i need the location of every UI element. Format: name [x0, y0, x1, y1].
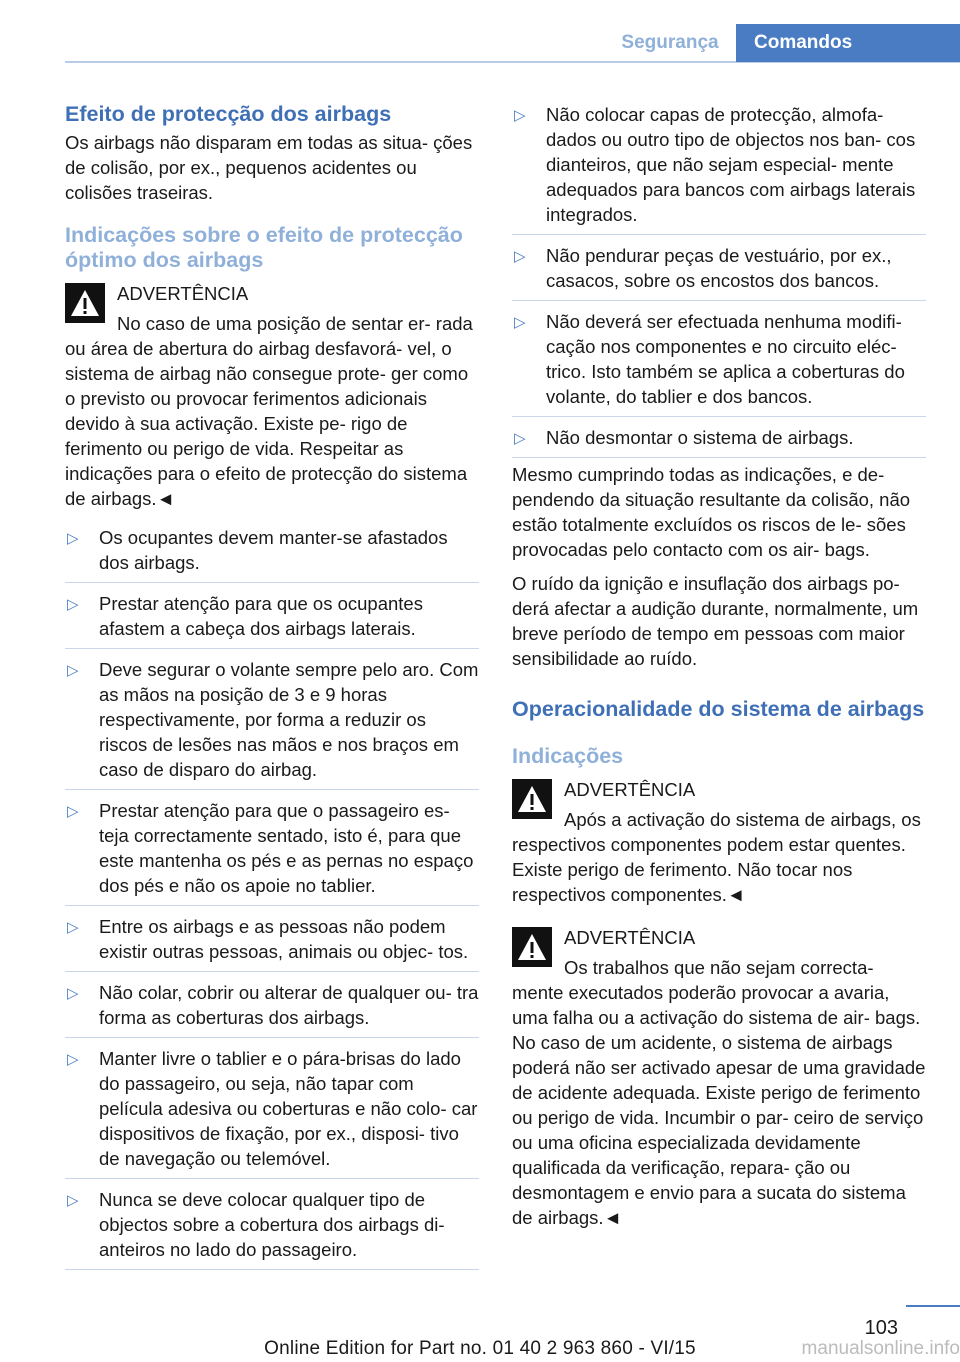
- watermark: manualsonline.info: [801, 1338, 960, 1359]
- triangle-bullet-icon: ▷: [67, 985, 79, 1002]
- warning-text: Após a activação do sistema de airbags, os respectivos componentes podem estar quentes. Existe perigo de ferimento. Não tocar nos respectivos componentes.◄: [512, 809, 921, 905]
- warning-icon: [512, 927, 552, 967]
- bullet-list: [512, 102, 926, 458]
- footer-rule: [906, 1305, 960, 1307]
- list-item: ▷ Deve segurar o volante sempre pelo aro. Com as mãos na posição de 3 e 9 horas respectivamente, por forma a reduzir os riscos de lesões nas mãos e nos braços em caso de disparo do airbag.: [65, 657, 479, 790]
- section-heading-operability: Operacionalidade do sistema de airbags: [512, 697, 925, 721]
- list-item: ▷ Não colar, cobrir ou alterar de qualquer ou- tra forma as coberturas dos airbags.: [65, 980, 479, 1038]
- warning-icon: [512, 779, 552, 819]
- warning-block: [65, 281, 479, 511]
- left-column: [65, 102, 479, 1270]
- paragraph: O ruído da ignição e insuflação dos airbags po- derá afectar a audição durante, normalmente, um breve período de tempo em pessoas com maior sensibilidade ao ruído.: [512, 573, 919, 669]
- warning-title: ADVERTÊNCIA: [564, 779, 696, 800]
- subheading-optimal-effect: Indicações sobre o efeito de protecção óptimo dos airbags: [65, 223, 463, 272]
- list-item: ▷ Os ocupantes devem manter-se afastados dos airbags.: [65, 525, 479, 583]
- warning-icon: [65, 283, 105, 323]
- triangle-bullet-icon: ▷: [514, 314, 526, 331]
- paragraph: Mesmo cumprindo todas as indicações, e de- pendendo da situação resultante da colisão, não estão totalmente excluídos os riscos de le- sões provocadas pelo contacto com os air- bags.: [512, 464, 911, 560]
- triangle-bullet-icon: ▷: [514, 430, 526, 447]
- list-item: ▷ Não colocar capas de protecção, almofa- dados ou outro tipo de objectos nos ban- cos dianteiros, que não sejam especial- mente adequados para bancos com airbags laterais integrados.: [512, 102, 926, 235]
- triangle-bullet-icon: ▷: [67, 919, 79, 936]
- triangle-bullet-icon: ▷: [67, 662, 79, 679]
- triangle-bullet-icon: ▷: [67, 596, 79, 613]
- list-item: ▷ Manter livre o tablier e o pára-brisas do lado do passageiro, ou seja, não tapar com película adesiva ou coberturas e não colo- car dispositivos de fixação, por ex., disposi- tivo de navegação ou telemóvel.: [65, 1046, 479, 1179]
- list-item: ▷ Prestar atenção para que o passageiro es- teja correctamente sentado, isto é, para que este mantenha os pés e as pernas no espaço dos pés e não os apoie no tablier.: [65, 798, 479, 906]
- triangle-bullet-icon: ▷: [67, 803, 79, 820]
- warning-title: ADVERTÊNCIA: [564, 927, 696, 948]
- page-number: 103: [864, 1317, 898, 1339]
- list-item: ▷ Nunca se deve colocar qualquer tipo de objectos sobre a cobertura dos airbags di- anteiros no lado do passageiro.: [65, 1187, 479, 1270]
- warning-text: No caso de uma posição de sentar er- rada ou área de abertura do airbag desfavorá- vel, o sistema de airbag não consegue prote- ger como o previsto ou provocar ferimentos adicionais devido à sua activação. Existe pe- rigo de ferimento ou perigo de vida. Respeitar as indicações para o efeito de protecção do sistema de airbags.◄: [65, 313, 473, 509]
- list-item: ▷ Não deverá ser efectuada nenhuma modifi- cação nos componentes e no circuito eléc- trico. Isto também se aplica a coberturas do volante, do tablier e dos bancos.: [512, 309, 926, 417]
- footer-edition: Online Edition for Part no. 01 40 2 963 860 - VI/15: [264, 1338, 696, 1359]
- section-heading-airbag-effect: Efeito de protecção dos airbags: [65, 102, 392, 126]
- triangle-bullet-icon: ▷: [514, 248, 526, 265]
- warning-text: Os trabalhos que não sejam correcta- mente executados poderão provocar a avaria, uma falha ou a activação do sistema de air- bags. No caso de um acidente, o sistema de airbags poderá não ser activado apesar de uma gravidade de acidente adequada. Existe perigo de ferimento ou perigo de vida. Incumbir o par- ceiro de serviço ou uma oficina especializada devidamente qualificada da verificação, repara- ção ou desmontagem e envio para a sucata do sistema de airbags.◄: [512, 957, 926, 1228]
- triangle-bullet-icon: ▷: [67, 1192, 79, 1209]
- warning-block: [512, 777, 926, 907]
- paragraph: Os airbags não disparam em todas as situa- ções de colisão, por ex., pequenos acidentes ou colisões traseiras.: [65, 132, 473, 203]
- triangle-bullet-icon: ▷: [514, 107, 526, 124]
- list-item: ▷ Entre os airbags e as pessoas não podem existir outras pessoas, animais ou objec- tos.: [65, 914, 479, 972]
- warning-title: ADVERTÊNCIA: [117, 283, 249, 304]
- list-item: ▷ Não desmontar o sistema de airbags.: [512, 425, 926, 458]
- triangle-bullet-icon: ▷: [67, 1051, 79, 1068]
- bullet-list: [65, 525, 479, 1270]
- list-item: ▷ Prestar atenção para que os ocupantes afastem a cabeça dos airbags laterais.: [65, 591, 479, 649]
- header-chapter-tab[interactable]: Comandos: [736, 24, 960, 62]
- header-section-tab[interactable]: Segurança: [621, 32, 719, 53]
- list-item: ▷ Não pendurar peças de vestuário, por ex., casacos, sobre os encostos dos bancos.: [512, 243, 926, 301]
- warning-block: [512, 925, 926, 1230]
- subheading-indications: Indicações: [512, 744, 624, 768]
- triangle-bullet-icon: ▷: [67, 530, 79, 547]
- right-column: [512, 102, 926, 1240]
